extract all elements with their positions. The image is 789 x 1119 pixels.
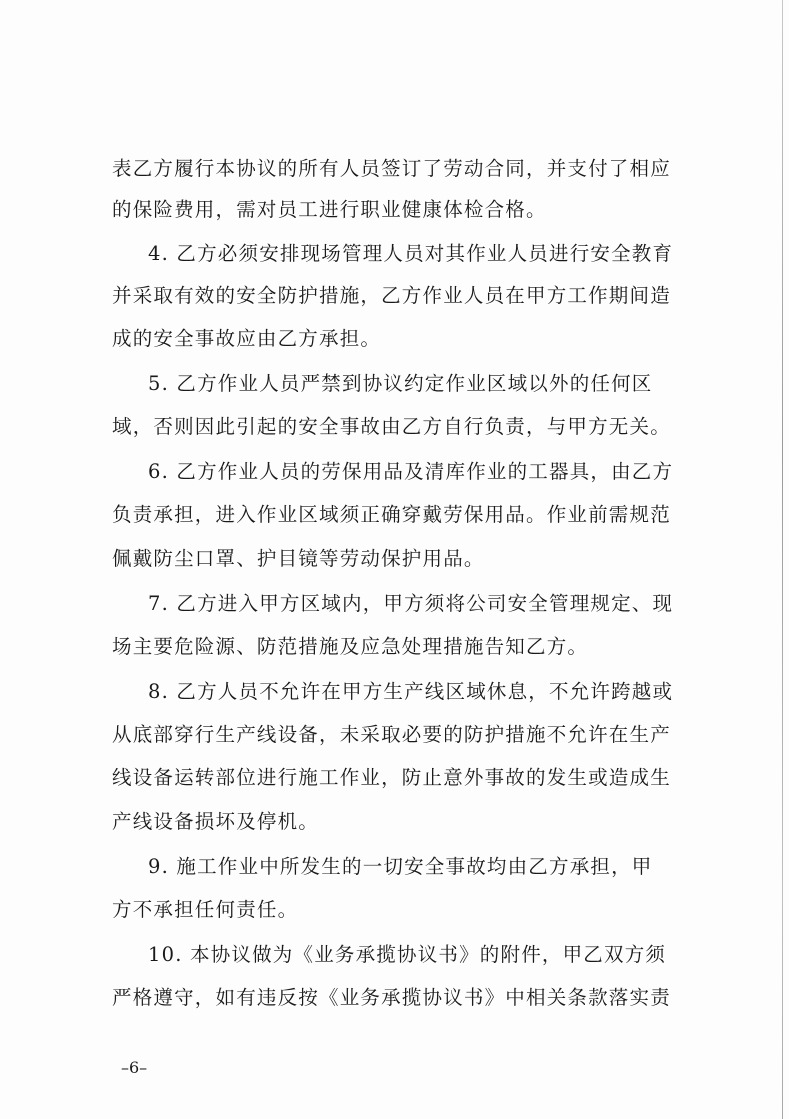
text-line: 方不承担任何责任。: [112, 898, 299, 921]
page-number: –6–: [121, 1058, 148, 1077]
text-line: 场主要危险源、防范措施及应急处理措施告知乙方。: [112, 635, 589, 658]
paragraph-5-line: 5. 乙方作业人员严禁到协议约定作业区域以外的任何区: [148, 372, 653, 395]
text-line: 成的安全事故应由乙方承担。: [112, 327, 382, 350]
text-line: 线设备运转部位进行施工作业，防止意外事故的发生或造成生: [112, 766, 671, 789]
text-line: 严格遵守，如有违反按《业务承揽协议书》中相关条款落实责: [112, 986, 671, 1009]
paragraph-8-line: 8. 乙方人员不允许在甲方生产线区域休息，不允许跨越或: [148, 680, 674, 703]
text-line: 并采取有效的安全防护措施，乙方作业人员在甲方工作期间造: [112, 284, 671, 307]
paragraph-9-line: 9. 施工作业中所发生的一切安全事故均由乙方承担，甲: [148, 855, 653, 878]
text-line: 域，否则因此引起的安全事故由乙方自行负责，与甲方无关。: [112, 415, 671, 438]
text-line: 的保险费用，需对员工进行职业健康体检合格。: [112, 198, 547, 221]
text-line: 佩戴防尘口罩、护目镜等劳动保护用品。: [112, 547, 485, 570]
text-line: 表乙方履行本协议的所有人员签订了劳动合同，并支付了相应: [112, 157, 671, 180]
text-line: 负责承担，进入作业区域须正确穿戴劳保用品。作业前需规范: [112, 503, 671, 526]
text-line: 产线设备损坏及停机。: [112, 810, 320, 833]
paragraph-7-line: 7. 乙方进入甲方区域内，甲方须将公司安全管理规定、现: [148, 592, 674, 615]
scan-edge: [782, 0, 783, 1119]
text-line: 从底部穿行生产线设备，未采取必要的防护措施不允许在生产: [112, 723, 671, 746]
paragraph-10-line: 10. 本协议做为《业务承揽协议书》的附件，甲乙双方须: [148, 943, 667, 966]
paragraph-4-line: 4. 乙方必须安排现场管理人员对其作业人员进行安全教育: [148, 242, 674, 265]
paragraph-6-line: 6. 乙方作业人员的劳保用品及清库作业的工器具，由乙方: [148, 460, 674, 483]
